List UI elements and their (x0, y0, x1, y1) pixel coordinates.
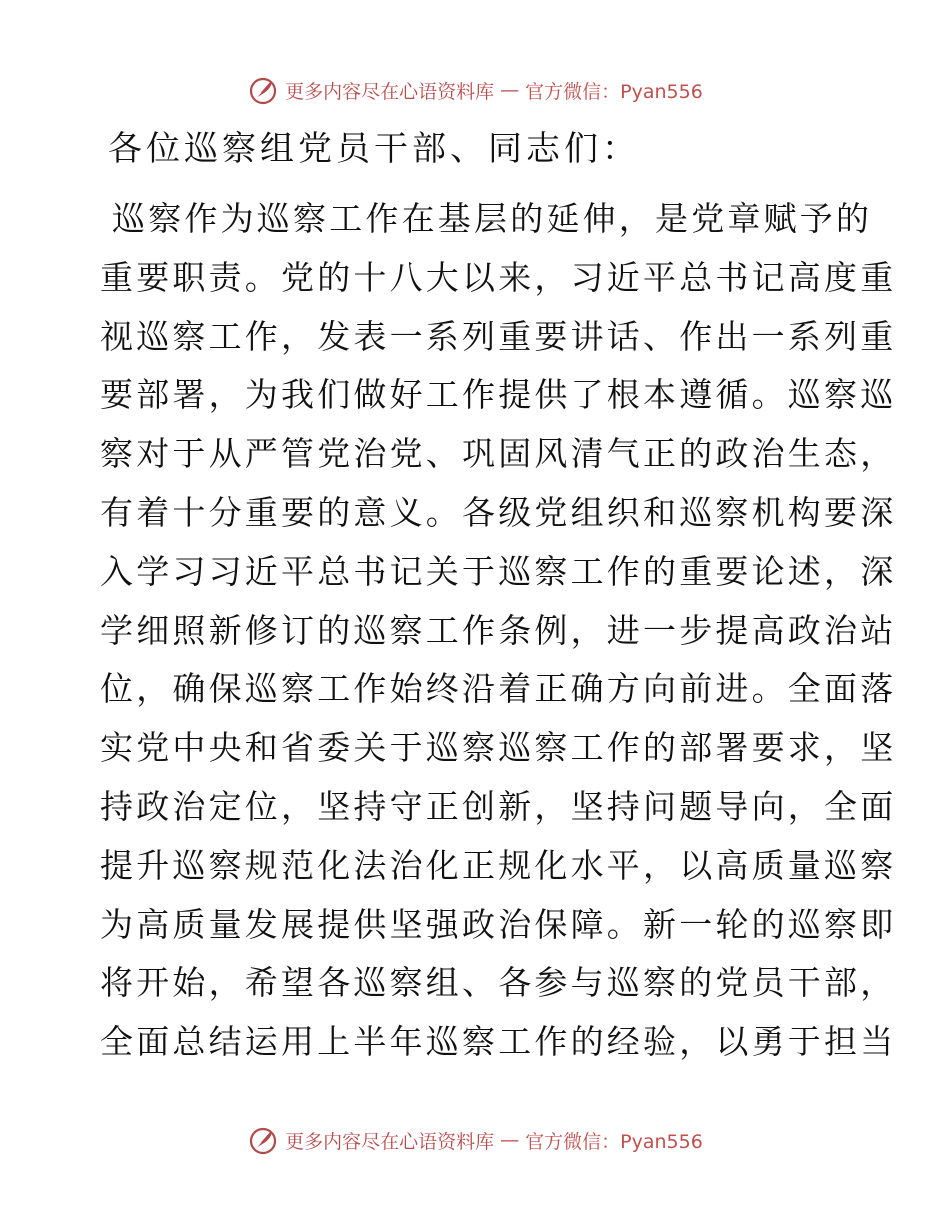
paragraph-line: 为高质量发展提供坚强政治保障。新一轮的巡察即 (100, 904, 897, 944)
body-paragraph (100, 190, 897, 1072)
footer-watermark (0, 1120, 950, 1160)
watermark-separator: — (500, 1129, 520, 1151)
paragraph-line: 视巡察工作，发表一系列重要讲话、作出一系列重 (100, 316, 897, 356)
watermark-title: 更多内容尽在心语资料库 (285, 80, 495, 103)
feather-pen-logo-icon (247, 74, 279, 106)
paragraph-line: 巡察作为巡察工作在基层的延伸，是党章赋予的 (112, 199, 873, 238)
watermark-account: 官方微信：Pyan556 (525, 80, 703, 103)
paragraph-line: 位，确保巡察工作始终沿着正确方向前进。全面落 (100, 669, 897, 709)
watermark-account: 官方微信：Pyan556 (525, 1130, 703, 1153)
paragraph-line: 提升巡察规范化法治化正规化水平，以高质量巡察 (100, 845, 897, 885)
paragraph-line: 重要职责。党的十八大以来，习近平总书记高度重 (100, 257, 897, 297)
salutation: 各位巡察组党员干部、同志们： (108, 129, 640, 169)
watermark-separator: — (500, 79, 520, 101)
paragraph-line: 察对于从严管党治党、巩固风清气正的政治生态， (100, 434, 897, 474)
paragraph-line: 有着十分重要的意义。各级党组织和巡察机构要深 (100, 492, 897, 532)
header-watermark (0, 70, 950, 110)
paragraph-line: 学细照新修订的巡察工作条例，进一步提高政治站 (100, 610, 897, 650)
paragraph-line: 入学习习近平总书记关于巡察工作的重要论述，深 (100, 551, 897, 591)
paragraph-line: 全面总结运用上半年巡察工作的经验，以勇于担当 (100, 1022, 897, 1062)
watermark-title: 更多内容尽在心语资料库 (285, 1130, 495, 1153)
paragraph-line: 实党中央和省委关于巡察巡察工作的部署要求，坚 (100, 728, 897, 768)
feather-pen-logo-icon (247, 1124, 279, 1156)
paragraph-line: 将开始，希望各巡察组、各参与巡察的党员干部， (100, 963, 897, 1003)
paragraph-line: 持政治定位，坚持守正创新，坚持问题导向，全面 (100, 786, 897, 826)
paragraph-line: 要部署，为我们做好工作提供了根本遵循。巡察巡 (100, 375, 897, 415)
